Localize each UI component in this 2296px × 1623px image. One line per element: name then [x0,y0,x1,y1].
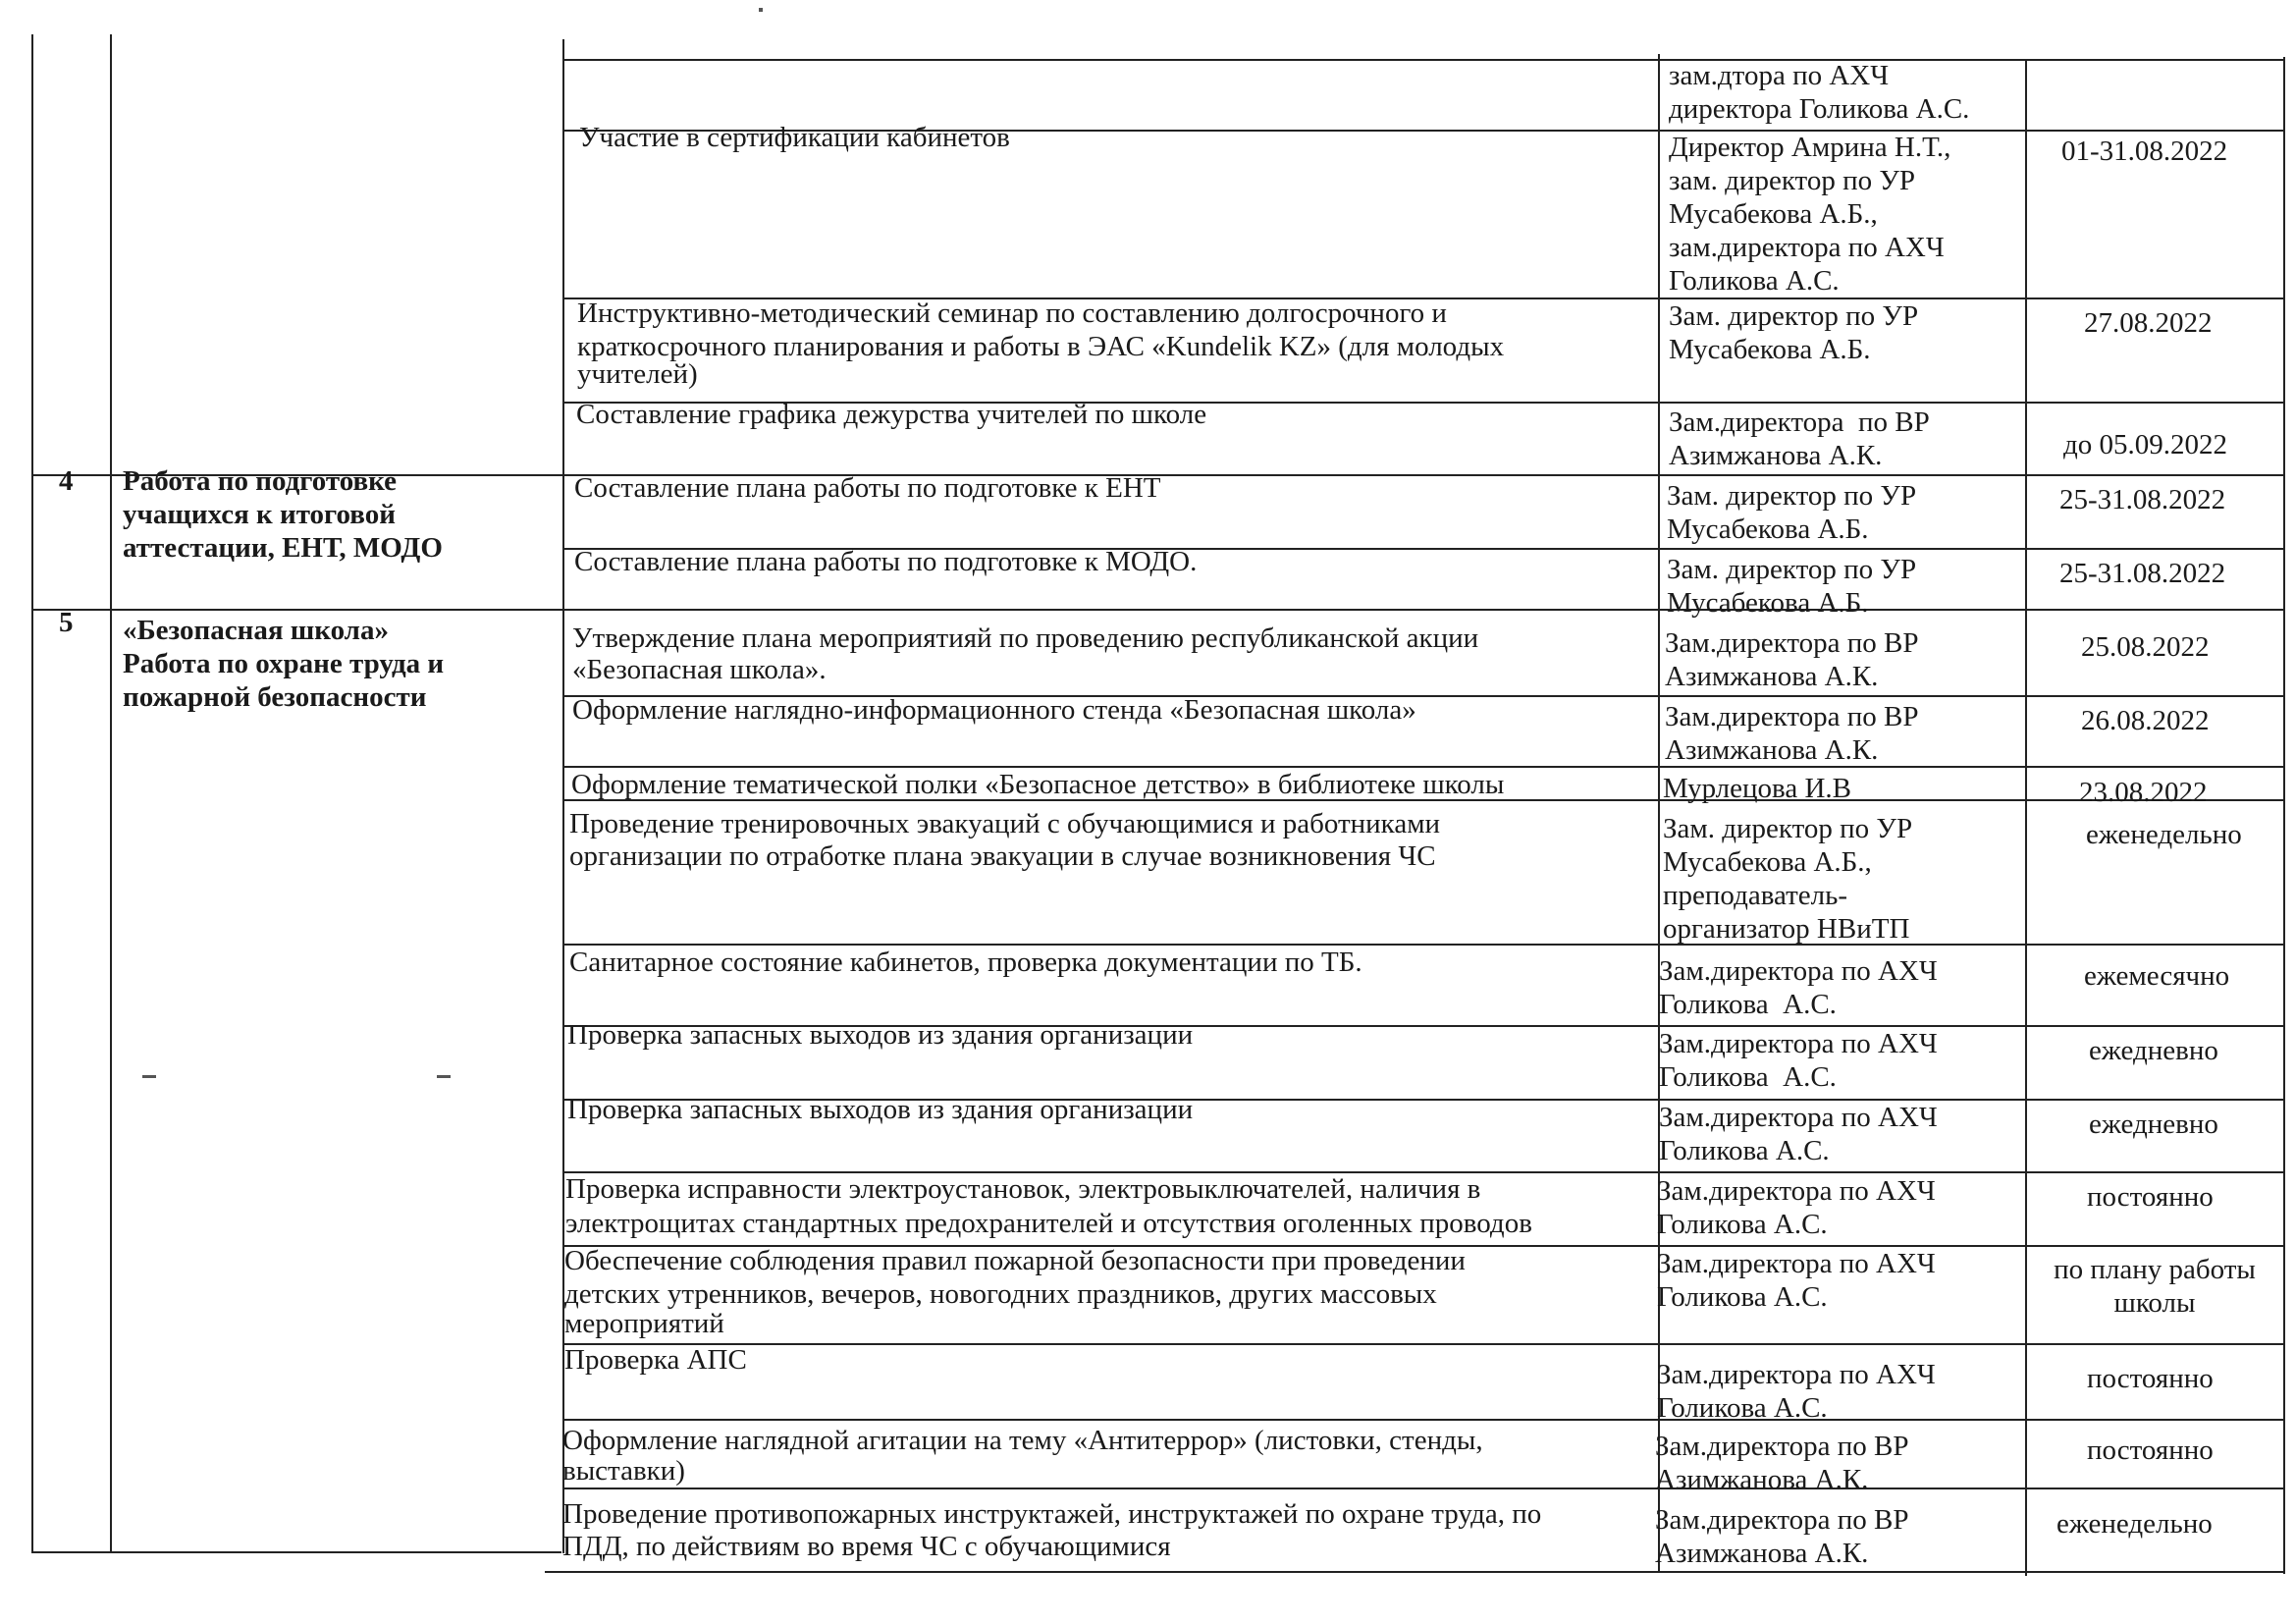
scan-speck [759,8,763,12]
responsible-line: Голикова А.С. [1659,989,1837,1020]
row-number: 5 [59,607,74,638]
responsible-line: организатор НВиТП [1663,913,1910,945]
responsible-line: зам.дтора по АХЧ [1669,60,1890,91]
responsible-line: Голикова А.С. [1657,1209,1828,1240]
date-cell: до 05.09.2022 [2063,429,2228,460]
activity-line: выставки) [562,1455,685,1487]
responsible-line: Азимжанова А.К. [1665,734,1879,766]
activity-line: «Безопасная школа». [572,654,827,685]
activity-line: Проверка запасных выходов из здания организации [567,1019,1194,1051]
responsible-line: Директор Амрина Н.Т., [1669,132,1951,163]
responsible-line: преподаватель- [1663,880,1848,911]
section-title-line: аттестации, ЕНТ, МОДО [123,532,443,564]
activity-line: Оформление наглядно-информационного стенда «Безопасная школа» [572,694,1416,726]
responsible-line: Зам.директора по ВР [1669,406,1930,438]
responsible-line: Зам.директора по АХЧ [1657,1248,1936,1279]
date-cell: по плану работы [2054,1254,2256,1285]
date-cell: 25-31.08.2022 [2059,558,2226,589]
date-cell: постоянно [2087,1181,2214,1213]
activity-line: Утверждение плана мероприятияй по проведению республиканской акции [572,622,1479,654]
responsible-line: Зам.директора по АХЧ [1659,1028,1938,1059]
activity-line: Составление плана работы по подготовке к ЕНТ [574,472,1161,504]
responsible-line: Азимжанова А.К. [1655,1538,1869,1569]
activity-line: Составление графика дежурства учителей по школе [576,399,1207,430]
date-cell: ежемесячно [2084,960,2230,992]
date-cell: 01-31.08.2022 [2061,135,2228,167]
activity-line: мероприятий [564,1308,724,1339]
responsible-line: Мурлецова И.В [1663,773,1852,804]
responsible-line: Зам.директора по АХЧ [1657,1175,1936,1207]
section-title-line: Работа по охране труда и [123,648,445,679]
date-cell: еженедельно [2086,819,2242,850]
activity-line: Оформление тематической полки «Безопасное детство» в библиотеке школы [571,769,1505,800]
activity-line: Составление плана работы по подготовке к МОДО. [574,546,1198,577]
responsible-line: Зам.директора по АХЧ [1659,955,1938,987]
responsible-line: Мусабекова А.Б., [1669,198,1878,230]
section-title-line: «Безопасная школа» [123,615,389,646]
row-number: 4 [59,465,74,497]
activity-line: Проведение тренировочных эвакуаций с обучающимися и работниками [569,808,1441,839]
responsible-line: Зам. директор по УР [1667,480,1917,512]
activity-line: Проверка АПС [564,1344,747,1376]
responsible-line: Мусабекова А.Б., [1663,846,1872,878]
date-cell: 25-31.08.2022 [2059,484,2226,515]
date-cell: постоянно [2087,1363,2214,1394]
activity-line: Обеспечение соблюдения правил пожарной безопасности при проведении [564,1245,1466,1276]
scan-speck [437,1075,451,1078]
responsible-line: Зам.директора по ВР [1665,627,1919,659]
responsible-line: Голикова А.С. [1657,1281,1828,1313]
scan-speck [142,1075,156,1078]
date-cell: 27.08.2022 [2084,307,2213,339]
responsible-line: директора Голикова А.С. [1669,93,1970,125]
activity-line: Инструктивно-методический семинар по составлению долгосрочного и [577,298,1447,329]
responsible-line: Зам.директора по ВР [1655,1504,1909,1536]
responsible-line: Зам.директора по АХЧ [1657,1359,1936,1390]
activity-line: краткосрочного планирования и работы в ЭАС «Kundelik KZ» (для молодых [577,331,1505,362]
section-title-line: учащихся к итоговой [123,499,396,530]
responsible-line: Азимжанова А.К. [1665,661,1879,692]
activity-line: Проверка запасных выходов из здания организации [567,1094,1194,1125]
responsible-line: Голикова А.С. [1669,265,1840,297]
responsible-line: Азимжанова А.К. [1669,440,1883,471]
responsible-line: зам. директор по УР [1669,165,1916,196]
date-cell: 26.08.2022 [2081,705,2210,736]
responsible-line: Зам.директора по ВР [1665,701,1919,732]
date-cell: 25.08.2022 [2081,631,2210,663]
responsible-line: Зам. директор по УР [1663,813,1913,844]
section-title-line: пожарной безопасности [123,681,427,713]
date-cell: постоянно [2087,1434,2214,1466]
activity-line: электрощитах стандартных предохранителей и отсутствия оголенных проводов [565,1208,1532,1239]
responsible-line: Мусабекова А.Б. [1667,587,1869,619]
activity-line: Оформление наглядной агитации на тему «Антитеррор» (листовки, стенды, [562,1425,1483,1456]
responsible-line: Зам. директор по УР [1669,300,1919,332]
responsible-line: Голикова А.С. [1657,1392,1828,1424]
activity-line: Проведение противопожарных инструктажей, инструктажей по охране труда, по [562,1498,1542,1530]
date-cell: школы [2113,1287,2196,1319]
activity-line: детских утренников, вечеров, новогодних праздников, других массовых [564,1278,1437,1310]
activity-line: Участие в сертификации кабинетов [579,122,1010,153]
responsible-line: Зам.директора по АХЧ [1659,1102,1938,1133]
date-cell: ежедневно [2089,1035,2218,1066]
activity-line: учителей) [577,358,698,390]
responsible-line: Голикова А.С. [1659,1061,1837,1093]
responsible-line: Мусабекова А.Б. [1669,334,1871,365]
date-cell: 23.08.2022 [2079,777,2208,808]
responsible-line: зам.директора по АХЧ [1669,232,1945,263]
section-title-line: Работа по подготовке [123,465,398,497]
activity-line: ПДД, по действиям во время ЧС с обучающимися [562,1531,1171,1562]
activity-line: организации по отработке плана эвакуации в случае возникновения ЧС [569,840,1436,872]
responsible-line: Зам. директор по УР [1667,554,1917,585]
responsible-line: Азимжанова А.К. [1655,1464,1869,1495]
responsible-line: Голикова А.С. [1659,1135,1830,1166]
activity-line: Проверка исправности электроустановок, электровыключателей, наличия в [565,1173,1481,1205]
responsible-line: Мусабекова А.Б. [1667,514,1869,545]
activity-line: Санитарное состояние кабинетов, проверка документации по ТБ. [569,947,1362,978]
responsible-line: Зам.директора по ВР [1655,1431,1909,1462]
date-cell: ежедневно [2089,1109,2218,1140]
date-cell: еженедельно [2056,1508,2213,1540]
